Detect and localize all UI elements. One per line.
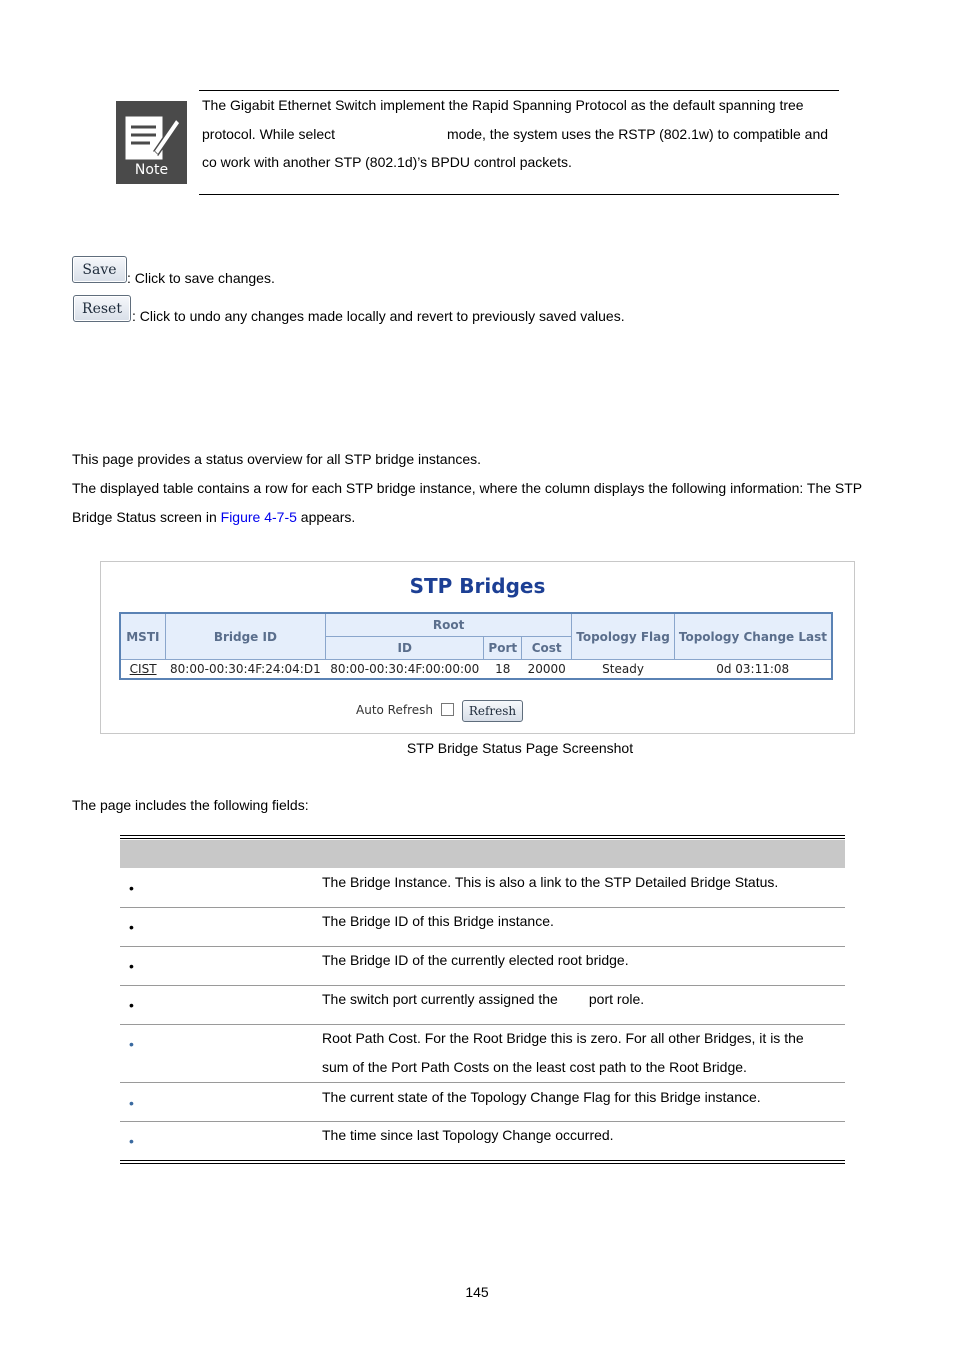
table-row [120,660,832,680]
reset-description: : Click to undo any changes made locally and revert to previously saved values. [132,308,625,324]
header-bridge-id: Bridge ID [165,613,325,660]
intro-paragraph-1: This page provides a status overview for all STP bridge instances. [72,451,482,467]
stp-bridges-title: STP Bridges [409,574,546,598]
auto-refresh-checkbox[interactable] [441,703,454,716]
table-header [120,840,845,868]
header-topology-change-last: Topology Change Last [674,613,832,660]
bullet: • [129,1095,134,1111]
note-line-3: co work with another STP (802.1d)’s BPDU control packets. [202,154,572,170]
note-label: Note [134,162,169,178]
cell-root-cost: 20000 [522,660,572,680]
stp-bridges-screenshot [100,561,855,734]
reset-button[interactable]: Reset [73,295,131,322]
bullet: • [129,880,134,896]
note-line-2a: protocol. While select [202,126,336,142]
note-icon [116,101,187,184]
header-root-port: Port [484,637,522,660]
header-root-cost: Cost [522,637,572,660]
table-row [120,907,845,947]
table-row [120,1083,845,1122]
cell-topology-change-last: 0d 03:11:08 [674,660,832,680]
cell-msti[interactable] [120,660,165,680]
table-row [120,1024,845,1083]
field-desc: The Bridge Instance. This is also a link to the STP Detailed Bridge Status. [322,874,779,890]
header-root: Root [326,613,572,637]
table-bottom-rule [120,1160,845,1161]
intro-text-before-link: Bridge Status screen in [72,509,221,525]
note-bottom-rule [199,194,839,195]
field-desc: sum of the Port Path Costs on the least cost path to the Root Bridge. [322,1059,747,1075]
figure-link[interactable]: Figure 4-7-5 [220,509,297,525]
table-top-rule [120,835,845,836]
refresh-button[interactable]: Refresh [462,700,523,722]
header-msti: MSTI [120,613,165,660]
cell-bridge-id: 80:00-00:30:4F:24:04:D1 [165,660,325,680]
note-top-rule [199,90,839,91]
note-line-1: The Gigabit Ethernet Switch implement the Rapid Spanning Protocol as the default spanning tree [202,97,804,113]
header-root-id: ID [326,637,484,660]
cist-link[interactable]: CIST [129,662,157,676]
intro-text-after-link: appears. [296,509,356,525]
bullet: • [129,919,134,935]
table-top-rule-2 [120,838,845,839]
intro-paragraph-2: The displayed table contains a row for each STP bridge instance, where the column displays the following information: The STP [72,480,863,496]
bullet: • [129,1133,134,1149]
header-topology-flag: Topology Flag [572,613,675,660]
table-bottom-rule-2 [120,1163,845,1164]
intro-paragraph-3 [72,509,355,525]
bullet: • [129,1036,134,1052]
save-button[interactable]: Save [72,256,127,283]
bullet: • [129,958,134,974]
table-row [120,868,845,908]
figure-caption: STP Bridge Status Page Screenshot [406,740,634,756]
cell-root-port: 18 [484,660,522,680]
cell-root-id: 80:00-00:30:4F:00:00:00 [326,660,484,680]
field-desc: The switch port currently assigned the port role. [322,991,645,1007]
cell-topology-flag: Steady [572,660,675,680]
bullet: • [129,997,134,1013]
note-line-2b: mode, the system uses the RSTP (802.1w) to compatible and [447,126,829,142]
auto-refresh-label: Auto Refresh [356,703,433,717]
table-row [120,985,845,1025]
field-desc: Root Path Cost. For the Root Bridge this is zero. For all other Bridges, it is the [322,1030,804,1046]
field-desc: The current state of the Topology Change Flag for this Bridge instance. [322,1089,761,1105]
table-row [120,1121,845,1159]
page-number: 145 [465,1284,489,1300]
field-desc: The Bridge ID of this Bridge instance. [322,913,554,929]
stp-bridges-table [119,612,833,680]
field-desc: The time since last Topology Change occurred. [322,1127,614,1143]
fields-intro: The page includes the following fields: [72,797,309,813]
table-row [120,946,845,986]
save-description: : Click to save changes. [127,270,275,286]
field-desc: The Bridge ID of the currently elected root bridge. [322,952,629,968]
